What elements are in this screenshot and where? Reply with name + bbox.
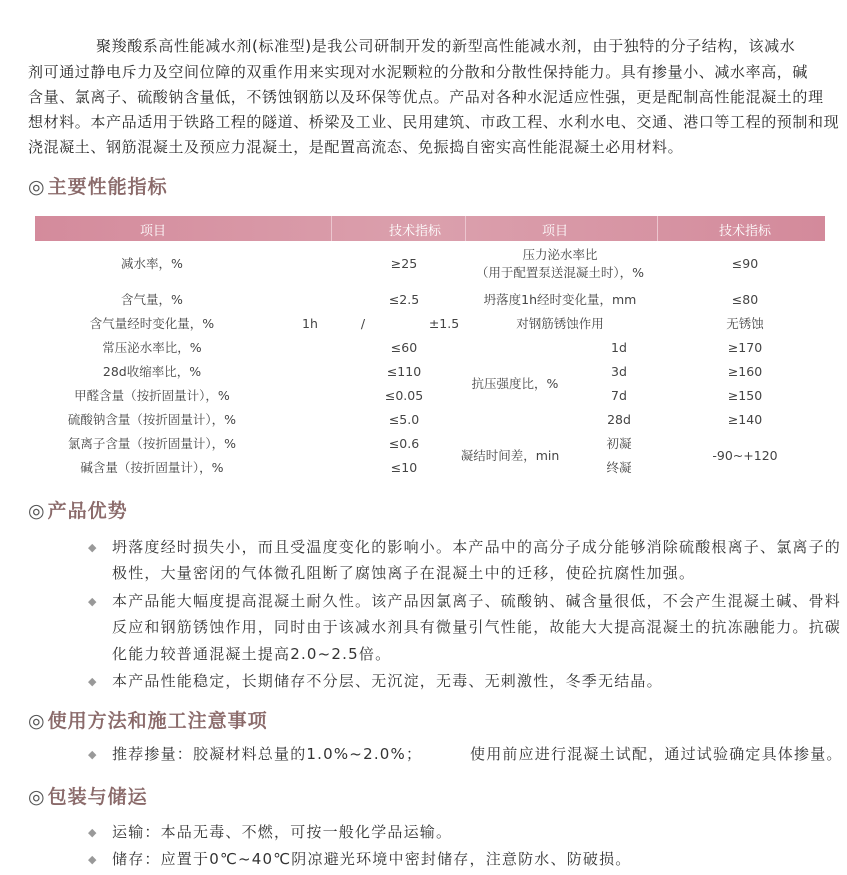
diamond-icon: ◆ [88, 595, 97, 608]
header-spec: 技术指标 [718, 224, 772, 239]
section-heading-usage [28, 709, 268, 733]
intro-line: 聚羧酸系高性能减水剂(标准型)是我公司研制开发的新型高性能减水剂，由于独特的分子结构，该减水 [96, 37, 796, 55]
column-divider [465, 216, 466, 241]
intro-line: 想材料。本产品适用于铁路工程的隧道、桥梁及工业、民用建筑、市政工程、水利水电、交通、港口等工程的预制和现 [28, 113, 840, 131]
cell-item: 硫酸钠含量（按折固量计），% [67, 412, 237, 427]
cell-slash: / [360, 316, 366, 331]
section-heading-advantages [28, 499, 128, 523]
section-heading-specs [28, 175, 168, 199]
intro-line: 含量、氯离子、硫酸钠含量低，不锈蚀钢筋以及环保等优点。产品对各种水泥适应性强，更是配制高性能混凝土的理 [28, 88, 824, 106]
cell-value: ≥150 [727, 388, 763, 403]
circle-marker-icon: ◎ [28, 176, 46, 198]
cell-item: 坍落度1h经时变化量，mm [483, 292, 637, 307]
cell-sub: 1h [302, 316, 318, 331]
header-spec: 技术指标 [388, 224, 442, 239]
diamond-icon: ◆ [88, 826, 97, 839]
cell-item: （用于配置泵送混凝土时），% [475, 265, 645, 280]
cell-value: ≥170 [727, 340, 763, 355]
cell-sub: 1d [611, 340, 627, 355]
cell-sub: 28d [607, 412, 631, 427]
advantage-line: 化能力较普通混凝土提高2.0~2.5倍。 [112, 645, 392, 663]
circle-marker-icon: ◎ [28, 710, 46, 732]
cell-item: 减水率，% [121, 256, 183, 271]
cell-item: 28d收缩率比，% [102, 364, 202, 379]
cell-item: 对钢筋锈蚀作用 [516, 316, 604, 331]
heading-text: 包装与储运 [47, 786, 148, 808]
diamond-icon: ◆ [88, 748, 97, 761]
cell-value: ≥160 [727, 364, 763, 379]
column-divider [331, 216, 332, 241]
cell-item: 压力泌水率比 [522, 247, 598, 262]
cell-value: ≤0.6 [388, 436, 420, 451]
heading-text: 使用方法和施工注意事项 [47, 710, 268, 732]
cell-value: -90~+120 [712, 448, 778, 463]
diamond-icon: ◆ [88, 675, 97, 688]
cell-item: 抗压强度比，% [471, 376, 559, 391]
advantage-line: 反应和钢筋锈蚀作用，同时由于该减水剂具有微量引气性能，故能大大提高混凝土的抗冻融能力。抗碳 [112, 618, 842, 636]
advantage-line: 本产品性能稳定，长期储存不分层、无沉淀，无毒、无刺激性，冬季无结晶。 [112, 672, 663, 690]
cell-value: ≤10 [390, 460, 418, 475]
advantage-line: 本产品能大幅度提高混凝土耐久性。该产品因氯离子、硫酸钠、碱含量很低，不会产生混凝土碱、骨料 [112, 592, 842, 610]
table-header [35, 216, 825, 241]
circle-marker-icon: ◎ [28, 500, 46, 522]
heading-text: 产品优势 [47, 500, 128, 522]
header-item: 项目 [139, 224, 167, 239]
cell-value: ≤2.5 [388, 292, 420, 307]
cell-item: 含气量经时变化量，% [89, 316, 215, 331]
usage-dosage: 推荐掺量：胶凝材料总量的1.0%~2.0%； [112, 745, 423, 763]
cell-item: 含气量，% [121, 292, 183, 307]
cell-sub: 3d [611, 364, 627, 379]
heading-text: 主要性能指标 [47, 176, 168, 198]
cell-item: 甲醛含量（按折固量计），% [74, 388, 230, 403]
cell-item: 氯离子含量（按折固量计），% [67, 436, 237, 451]
advantage-line: 极性，大量密闭的气体微孔阻断了腐蚀离子在混凝土中的迁移，使砼抗腐性加强。 [112, 564, 696, 582]
cell-value: ≥140 [727, 412, 763, 427]
cell-sub: 终凝 [606, 460, 632, 475]
header-item: 项目 [541, 224, 569, 239]
intro-line: 剂可通过静电斥力及空间位障的双重作用来实现对水泥颗粒的分散和分散性保持能力。具有掺量小、减水率高，碱 [28, 63, 809, 81]
cell-item: 常压泌水率比，% [102, 340, 202, 355]
column-divider [657, 216, 658, 241]
packaging-transport: 运输：本品无毒、不燃，可按一般化学品运输。 [112, 823, 453, 841]
section-heading-packaging [28, 785, 148, 809]
cell-value: ≥25 [390, 256, 418, 271]
cell-value: ≤0.05 [384, 388, 424, 403]
cell-item: 凝结时间差，min [460, 448, 560, 463]
cell-sub: 7d [611, 388, 627, 403]
cell-value: ≤5.0 [388, 412, 420, 427]
cell-value: 无锈蚀 [726, 316, 764, 331]
cell-value: ±1.5 [428, 316, 460, 331]
diamond-icon: ◆ [88, 541, 97, 554]
usage-note: 使用前应进行混凝土试配，通过试验确定具体掺量。 [470, 745, 843, 763]
cell-value: ≤90 [731, 256, 759, 271]
cell-value: ≤110 [386, 364, 422, 379]
intro-line: 浇混凝土、钢筋混凝土及预应力混凝土，是配置高流态、免振捣自密实高性能混凝土必用材料。 [28, 138, 684, 156]
cell-value: ≤60 [390, 340, 418, 355]
advantage-line: 坍落度经时损失小，而且受温度变化的影响小。本产品中的高分子成分能够消除硫酸根离子、氯离子的 [112, 538, 842, 556]
cell-value: ≤80 [731, 292, 759, 307]
cell-item: 碱含量（按折固量计），% [80, 460, 224, 475]
packaging-storage: 储存：应置于0℃~40℃阴凉避光环境中密封储存，注意防水、防破损。 [112, 850, 632, 868]
circle-marker-icon: ◎ [28, 786, 46, 808]
cell-sub: 初凝 [606, 436, 632, 451]
diamond-icon: ◆ [88, 853, 97, 866]
